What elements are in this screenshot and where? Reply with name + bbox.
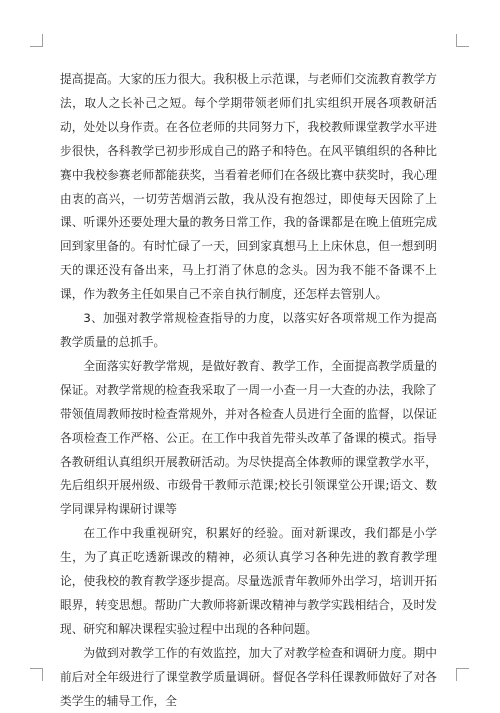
crop-mark-top-left bbox=[30, 34, 43, 47]
paragraph-4: 在工作中我重视研究，积累好的经验。面对新课改，我们都是小学生，为了真正吃透新课改的精神，必须认真学习各种先进的教育教学理论，使我校的教育教学逐步提高。尽量选派青年教师外出学习，培训开拓眼界，转变思想。帮助广大教师将新课改精神与教学实践相结合，及时发现、研究和解决课程实验过程中出现的各种问题。 bbox=[60, 526, 437, 636]
crop-mark-top-right bbox=[456, 34, 469, 47]
crop-mark-bottom-right bbox=[456, 668, 469, 681]
paragraph-1: 提高提高。大家的压力很大。我积极上示范课，与老师们交流教育教学方法，取人之长补己之短。每个学期带领老师们扎实组织开展各项教研活动，处处以身作责。在各位老师的共同努力下，我校教师课堂教学水平进步很快，各科教学已初步形成自己的路子和特色。在风平镇组织的各种比赛中我校参赛老师都能获奖，当看着老师们在各级比赛中获奖时，我心理由衷的高兴，一切劳苦烟消云散，我从没有抱怨过，即使每天因除了上课、听课外还要处理大量的教务日常工作，我的备课都是在晚上值班完成回到家里备的。有时忙碌了一天，回到家真想马上上床休息，但一想到明天的课还没有备出来，马上打消了休息的念头。因为我不能不备课不上课，作为教务主任如果自己不亲自执行制度，还怎样去管别人。 bbox=[60, 72, 437, 302]
paragraph-3: 全面落实好教学常规，是做好教育、教学工作，全面提高教学质量的保证。对教学常规的检查我采取了一周一小查一月一大查的办法，我除了带领值周教师按时检查常规外，并对各检查人员进行全面的监督，以保证各项检查工作严格、公正。在工作中我首先带头改革了备课的模式。指导各教研组认真组织开展教研活动。为尽快提高全体教师的课堂教学水平，先后组织开展州级、市级骨干教师示范课;校长引领课堂公开课;语文、数学同课异构课研讨课等 bbox=[60, 358, 437, 517]
document-body bbox=[60, 68, 437, 713]
paragraph-5: 为做到对教学工作的有效监控，加大了对教学检查和调研力度。期中前后对全年级进行了课堂教学质量调研。督促各学科任课教师做好了对各类学生的辅导工作，全 bbox=[60, 645, 437, 708]
paragraph-2: 3、加强对教学常规检查指导的力度，以落实好各项常规工作为提高教学质量的总抓手。 bbox=[60, 311, 437, 349]
crop-mark-bottom-left bbox=[30, 668, 43, 681]
